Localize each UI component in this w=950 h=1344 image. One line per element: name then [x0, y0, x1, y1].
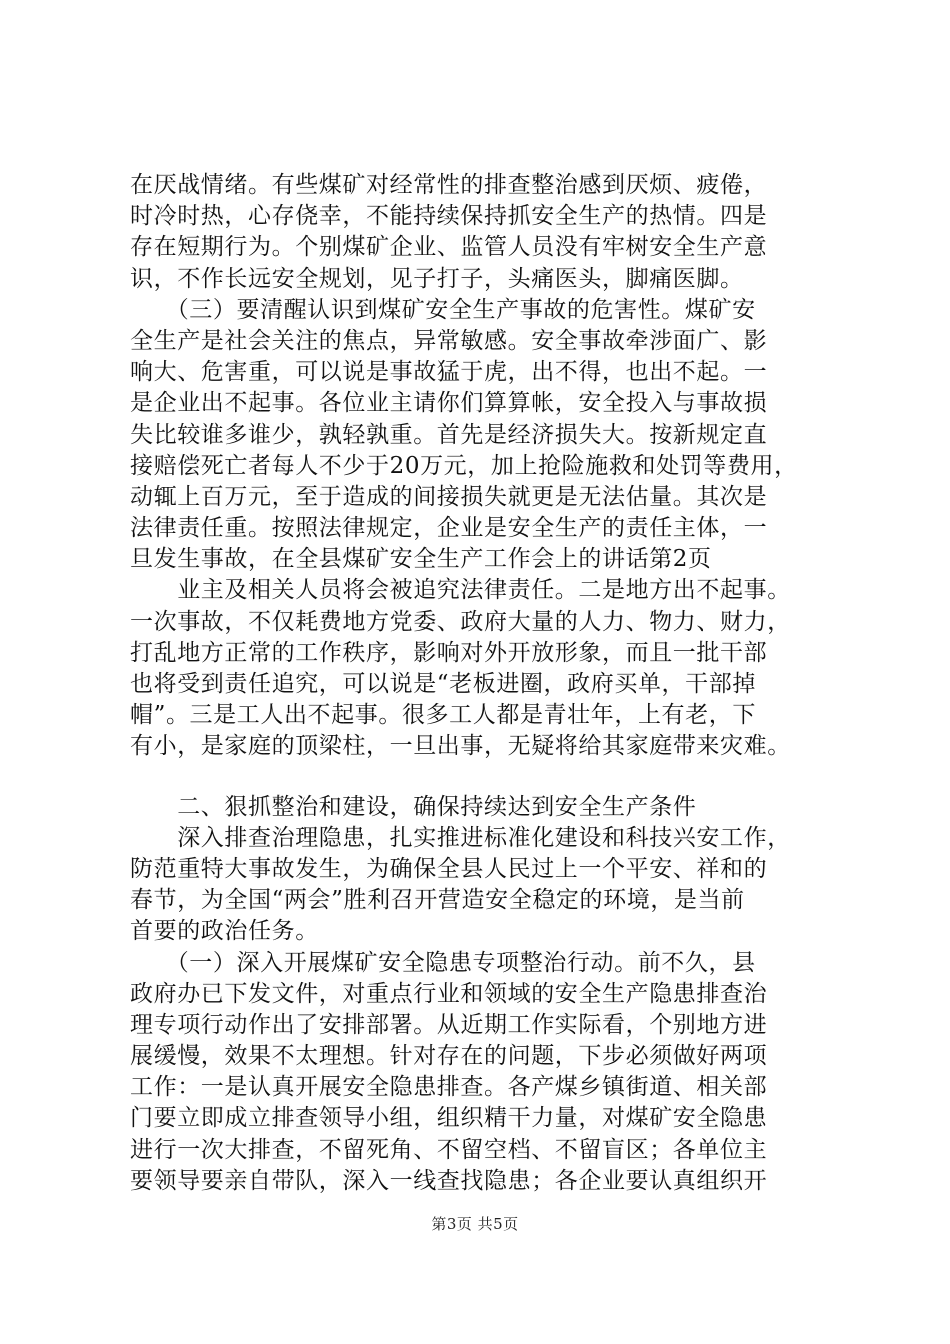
text-line: 动辄上百万元，至于造成的间接损失就更是无法估量。其次是: [130, 483, 768, 510]
text-line: （一）深入开展煤矿安全隐患专项整治行动。前不久，县: [130, 949, 756, 976]
text-line: 展缓慢，效果不太理想。针对存在的问题，下步必须做好两项: [130, 1043, 768, 1070]
text-line: 二、狠抓整治和建设，确保持续达到安全生产条件: [130, 793, 697, 820]
page-footer: 第3页 共5页: [431, 1215, 519, 1233]
text-line: 也将受到责任追究，可以说是“老板进圈，政府买单，干部掉: [130, 671, 756, 697]
text-line: 识，不作长远安全规划，见子打子，头痛医头，脚痛医脚。: [130, 265, 744, 292]
section-gap: [130, 763, 830, 792]
text-line: 是企业出不起事。各位业主请你们算算帐，安全投入与事故损: [130, 390, 768, 417]
text-line: 旦发生事故，在全县煤矿安全生产工作会上的讲话第2页: [130, 546, 712, 573]
body-text: [130, 170, 830, 1197]
text-line: 工作：一是认真开展安全隐患排查。各产煤乡镇街道、相关部: [130, 1074, 768, 1101]
text-line: 要领导要亲自带队，深入一线查找隐患；各企业要认真组织开: [130, 1167, 768, 1194]
text-line: 存在短期行为。个别煤矿企业、监管人员没有牢树安全生产意: [130, 234, 768, 261]
text-line: 门要立即成立排查领导小组，组织精干力量，对煤矿安全隐患: [130, 1105, 768, 1132]
text-line: 响大、危害重，可以说是事故猛于虎，出不得，也出不起。一: [130, 359, 768, 386]
text-line: 时冷时热，心存侥幸，不能持续保持抓安全生产的热情。四是: [130, 203, 768, 230]
paragraph-group-b: [130, 792, 830, 1197]
text-line: 全生产是社会关注的焦点，异常敏感。安全事故牵涉面广、影: [130, 327, 768, 354]
text-line: 首要的政治任务。: [130, 918, 319, 945]
text-line: 打乱地方正常的工作秩序，影响对外开放形象，而且一批干部: [130, 639, 768, 666]
text-line: 政府办已下发文件，对重点行业和领域的安全生产隐患排查治: [130, 980, 768, 1007]
text-line: 深入排查治理隐患，扎实推进标准化建设和科技兴安工作，: [130, 824, 791, 851]
text-line: 理专项行动作出了安排部署。从近期工作实际看，个别地方进: [130, 1011, 768, 1038]
text-line: 业主及相关人员将会被追究法律责任。二是地方出不起事。: [130, 577, 791, 604]
text-line: 有小，是家庭的顶梁柱，一旦出事，无疑将给其家庭带来灾难。: [130, 733, 791, 760]
text-line: 法律责任重。按照法律规定，企业是安全生产的责任主体，一: [130, 515, 768, 542]
text-line: 春节，为全国“两会”胜利召开营造安全稳定的环境，是当前: [130, 887, 745, 914]
text-line: 进行一次大排查，不留死角、不留空档、不留盲区；各单位主: [130, 1136, 768, 1163]
text-line: 接赔偿死亡者每人不少于20万元，加上抢险施救和处罚等费用，: [130, 452, 798, 479]
text-line: （三）要清醒认识到煤矿安全生产事故的危害性。煤矿安: [130, 296, 756, 323]
text-line: 在厌战情绪。有些煤矿对经常性的排查整治感到厌烦、疲倦，: [130, 172, 768, 198]
text-line: 失比较谁多谁少，孰轻孰重。首先是经济损失大。按新规定直: [130, 421, 768, 448]
text-line: 帽”。三是工人出不起事。很多工人都是青壮年，上有老，下: [130, 702, 756, 729]
paragraph-group-a: [130, 170, 830, 763]
text-line: 防范重特大事故发生，为确保全县人民过上一个平安、祥和的: [130, 855, 768, 882]
text-line: 一次事故，不仅耗费地方党委、政府大量的人力、物力、财力，: [130, 608, 791, 635]
